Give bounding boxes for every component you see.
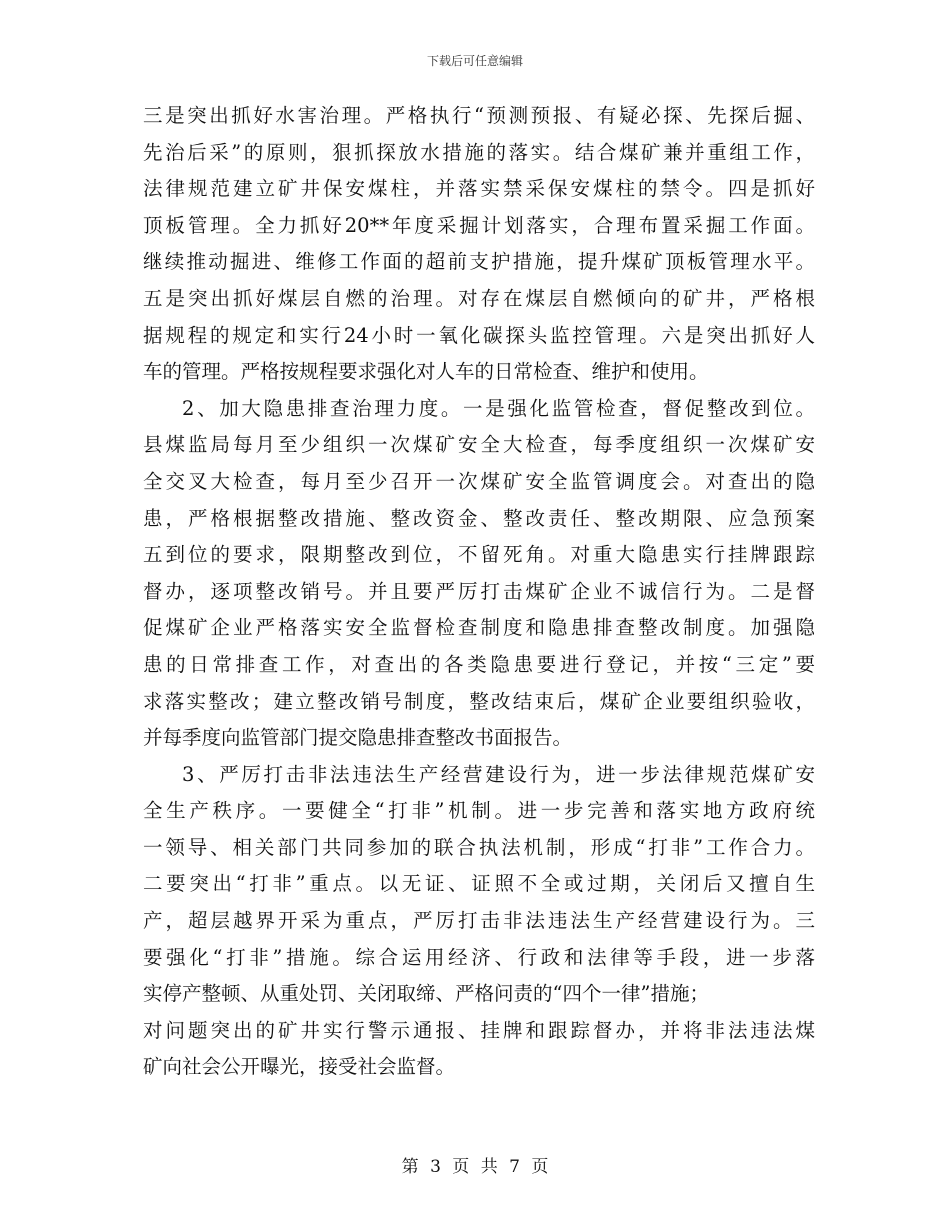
text-line: 五到位的要求，限期整改到位，不留死角。对重大隐患实行挂牌跟踪 <box>143 543 815 567</box>
text-line: 先治后采”的原则，狠抓探放水措施的落实。结合煤矿兼并重组工作， <box>143 140 815 164</box>
paragraph-2 <box>143 391 815 757</box>
text-line: 县煤监局每月至少组织一次煤矿安全大检查，每季度组织一次煤矿安 <box>143 433 815 457</box>
text-line: 据规程的规定和实行24小时一氧化碳探头监控管理。六是突出抓好人 <box>143 323 815 347</box>
text-line: 督办，逐项整改销号。并且要严厉打击煤矿企业不诚信行为。二是督 <box>143 579 815 603</box>
text-line: 要强化“打非”措施。综合运用经济、行政和法律等手段，进一步落 <box>143 945 815 969</box>
text-line: 矿向社会公开曝光，接受社会监督。 <box>143 1055 456 1079</box>
text-line: 3、严厉打击非法违法生产经营建设行为，进一步法律规范煤矿安 <box>182 762 815 786</box>
text-line: 二要突出“打非”重点。以无证、证照不全或过期，关闭后又擅自生 <box>143 872 815 896</box>
text-line: 对问题突出的矿井实行警示通报、挂牌和跟踪督办，并将非法违法煤 <box>143 1018 815 1042</box>
text-line: 2、加大隐患排查治理力度。一是强化监管检查，督促整改到位。 <box>182 396 815 420</box>
paragraph-3 <box>143 757 815 1086</box>
text-line: 并每季度向监管部门提交隐患排查整改书面报告。 <box>143 726 573 750</box>
text-line: 继续推动掘进、维修工作面的超前支护措施，提升煤矿顶板管理水平。 <box>143 250 815 274</box>
text-line: 车的管理。严格按规程要求强化对人车的日常检查、维护和使用。 <box>143 360 709 384</box>
page-header: 下载后可任意编辑 <box>426 54 523 68</box>
text-line: 全交叉大检查，每月至少召开一次煤矿安全监管调度会。对查出的隐 <box>143 469 815 493</box>
text-line: 求落实整改；建立整改销号制度，整改结束后，煤矿企业要组织验收， <box>143 689 815 713</box>
text-line: 实停产整顿、从重处罚、关闭取缔、严格问责的“四个一律”措施； <box>143 982 709 1006</box>
text-line: 三是突出抓好水害治理。严格执行“预测预报、有疑必探、先探后掘、 <box>143 104 815 127</box>
document-body <box>143 98 815 1086</box>
text-line: 五是突出抓好煤层自燃的治理。对存在煤层自燃倾向的矿井，严格根 <box>143 286 815 310</box>
text-line: 顶板管理。全力抓好20**年度采掘计划落实，合理布置采掘工作面。 <box>143 213 815 237</box>
text-line: 一领导、相关部门共同参加的联合执法机制，形成“打非”工作合力。 <box>143 835 815 859</box>
text-line: 患的日常排查工作，对查出的各类隐患要进行登记，并按“三定”要 <box>143 652 815 676</box>
text-line: 法律规范建立矿井保安煤柱，并落实禁采保安煤柱的禁令。四是抓好 <box>143 177 815 201</box>
text-line: 患，严格根据整改措施、整改资金、整改责任、整改期限、应急预案 <box>143 506 815 530</box>
page-number: 第 3 页 共 7 页 <box>401 1157 549 1177</box>
paragraph-1 <box>143 98 815 391</box>
text-line: 产，超层越界开采为重点，严厉打击非法违法生产经营建设行为。三 <box>143 909 815 933</box>
text-line: 促煤矿企业严格落实安全监督检查制度和隐患排查整改制度。加强隐 <box>143 616 815 640</box>
text-line: 全生产秩序。一要健全“打非”机制。进一步完善和落实地方政府统 <box>143 799 815 823</box>
